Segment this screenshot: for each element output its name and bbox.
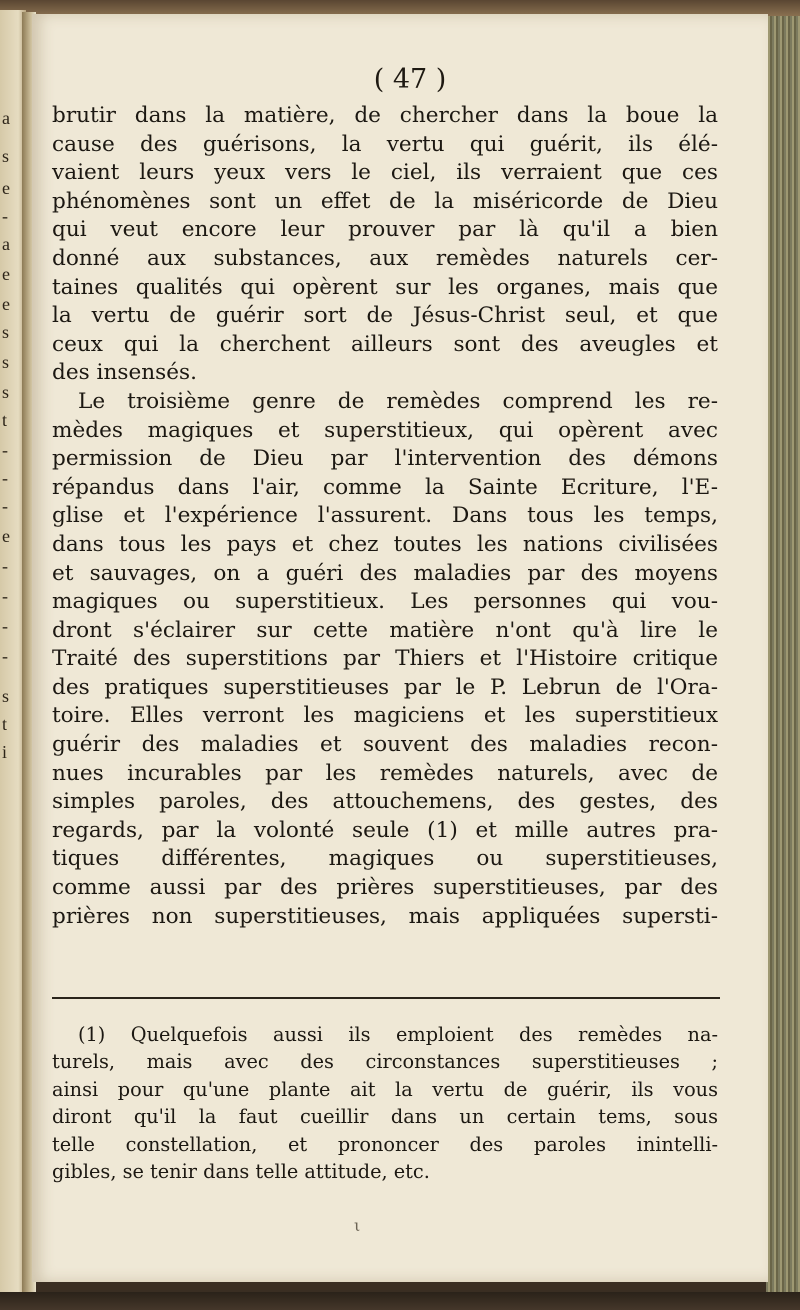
footnote-line: turels, mais avec des circonstances superstitieuses ;	[52, 1050, 718, 1074]
text-line: donné aux substances, aux remèdes naturels cer-	[52, 245, 718, 271]
footnote-line: gibles, se tenir dans telle attitude, etc.	[52, 1159, 430, 1183]
text-line: répandus dans l'air, comme la Sainte Ecriture, l'E-	[52, 474, 718, 500]
left-page-fragment: a	[2, 108, 10, 128]
left-page-fragment: s	[2, 352, 10, 372]
footnote-line: ainsi pour qu'une plante ait la vertu de guérir, ils vous	[52, 1077, 718, 1101]
text-line: regards, par la volonté seule (1) et mille autres pra-	[52, 817, 718, 843]
footnote-line: (1) Quelquefois aussi ils emploient des remèdes na-	[78, 1023, 718, 1046]
text-line: brutir dans la matière, de chercher dans la boue la	[52, 103, 718, 128]
text-line: dront s'éclairer sur cette matière n'ont qu'à lire le	[52, 617, 718, 643]
text-line: phénomènes sont un effet de la miséricorde de Dieu	[52, 188, 718, 214]
page-number: ( 47 )	[373, 64, 447, 95]
left-page-fragment: -	[2, 646, 8, 666]
left-page-fragment: -	[2, 440, 8, 460]
text-line: la vertu de guérir sort de Jésus-Christ seul, et que	[52, 303, 718, 329]
text-line: toire. Elles verront les magiciens et les superstitieux	[52, 703, 718, 729]
text-line: taines qualités qui opèrent sur les organes, mais que	[52, 274, 718, 300]
text-line: et sauvages, on a guéri des maladies par des moyens	[52, 560, 718, 586]
left-page-fragment: e	[2, 264, 10, 284]
text-line: comme aussi par des prières superstitieuses, par des	[52, 875, 718, 901]
text-line: mèdes magiques et superstitieux, qui opèrent avec	[52, 417, 718, 443]
left-page-fragment: -	[2, 616, 8, 636]
text-line: prières non superstitieuses, mais appliquées supersti-	[52, 903, 718, 929]
text-line: nues incurables par les remèdes naturels, avec de	[52, 760, 718, 786]
left-page-fragment: -	[2, 496, 8, 516]
left-page-fragment: i	[2, 742, 8, 762]
left-page-fragment: s	[2, 382, 10, 402]
left-page-fragment: -	[2, 206, 8, 226]
left-page-fragment: -	[2, 468, 8, 488]
bottom-mark: ι	[354, 1216, 361, 1235]
left-page-fragment: s	[2, 322, 10, 342]
text-line: tiques différentes, magiques ou superstitieuses,	[52, 846, 718, 872]
text-line: cause des guérisons, la vertu qui guérit, ils élé-	[52, 131, 718, 157]
left-page-fragment: -	[2, 556, 8, 576]
left-page-fragment: -	[2, 586, 8, 606]
text-line: Le troisième genre de remèdes comprend les re-	[78, 388, 718, 414]
book-bottom-edge	[0, 1292, 800, 1310]
text-line: glise et l'expérience l'assurent. Dans tous les temps,	[52, 503, 718, 529]
text-line: permission de Dieu par l'intervention des démons	[52, 446, 718, 472]
text-line: simples paroles, des attouchemens, des gestes, des	[52, 789, 718, 815]
left-page-fragment: s	[2, 146, 10, 166]
footnote	[52, 1021, 718, 1185]
page	[32, 14, 768, 1282]
text-line: ceux qui la cherchent ailleurs sont des aveugles et	[52, 331, 718, 357]
text-line: des insensés.	[52, 360, 197, 386]
footnote-line: telle constellation, et prononcer des paroles inintelli-	[52, 1132, 718, 1156]
footnote-line: diront qu'il la faut cueillir dans un certain tems, sous	[52, 1105, 718, 1129]
left-page-fragment: a	[2, 234, 10, 254]
left-page-fragment: t	[2, 714, 8, 734]
body-text	[52, 102, 718, 931]
left-page-fragment: e	[2, 178, 10, 198]
text-line: dans tous les pays et chez toutes les nations civilisées	[52, 531, 718, 557]
text-line: des pratiques superstitieuses par le P. Lebrun de l'Ora-	[52, 674, 718, 700]
footnote-rule	[52, 997, 720, 999]
text-line: magiques ou superstitieux. Les personnes qui vou-	[52, 589, 718, 615]
text-line: vaient leurs yeux vers le ciel, ils verraient que ces	[52, 160, 718, 186]
text-line: Traité des superstitions par Thiers et l'Histoire critique	[52, 646, 718, 672]
left-page-fragment: s	[2, 686, 10, 706]
left-page-fragment: e	[2, 294, 10, 314]
left-page-fragment: e	[2, 526, 10, 546]
page-stack-edge	[766, 16, 800, 1296]
left-page-fragment: t	[2, 410, 8, 430]
text-line: guérir des maladies et souvent des maladies recon-	[52, 732, 718, 758]
text-line: qui veut encore leur prouver par là qu'il a bien	[52, 217, 718, 243]
